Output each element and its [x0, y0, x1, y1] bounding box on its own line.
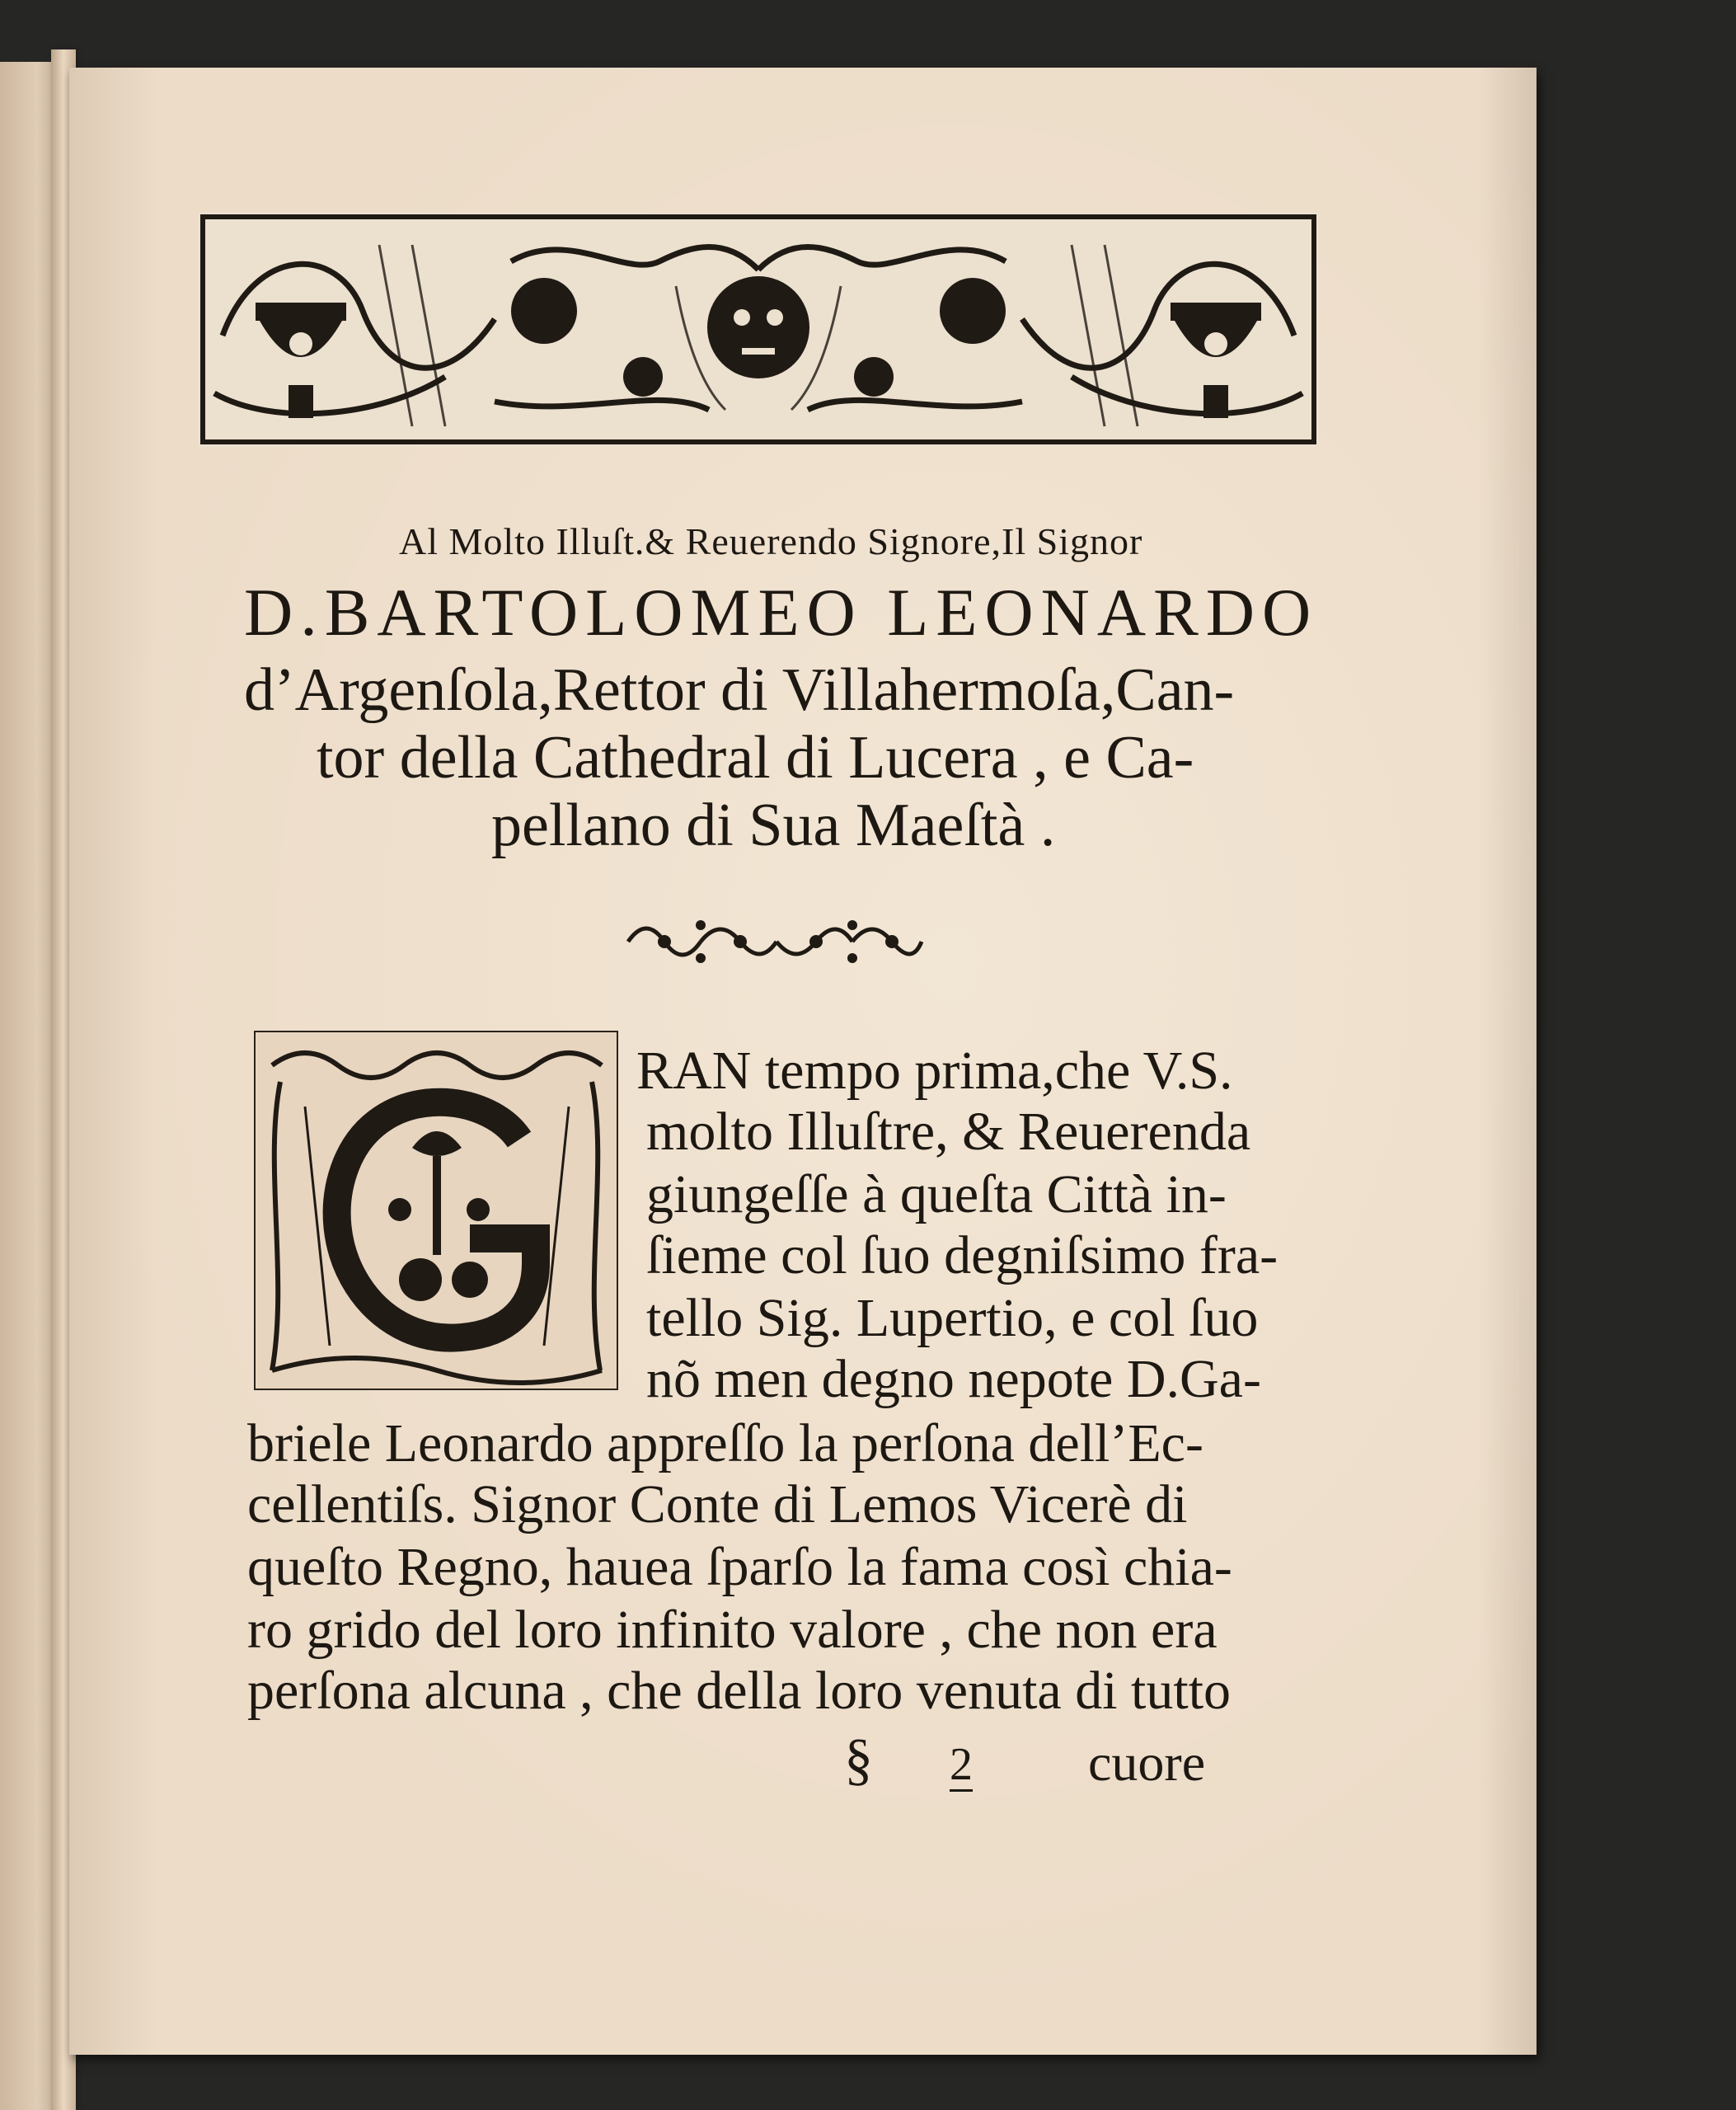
dedicatee-title-line: d’Argenſola,Rettor di Villahermoſa,Can-	[244, 656, 1235, 724]
signature-number: 2	[950, 1739, 973, 1790]
book-page	[69, 68, 1537, 2055]
body-text-line: perſona alcuna , che della loro venuta di tutto	[247, 1661, 1232, 1721]
dedicatee-title-line: tor della Cathedral di Lucera , e Ca-	[317, 724, 1194, 792]
woodcut-headpiece	[198, 212, 1319, 447]
dedicatee-title-line: pellano di Sua Maeſtà .	[491, 792, 1056, 859]
fleuron-separator	[622, 907, 928, 975]
body-text-line: ro grido del loro infinito valore , che non era	[247, 1600, 1218, 1660]
body-text-line: molto Illuſtre, & Reuerenda	[646, 1102, 1251, 1162]
body-text-line: ſieme col ſuo degniſsimo fra-	[646, 1225, 1279, 1285]
catchword: cuore	[1088, 1733, 1206, 1792]
body-text-line: cellentiſs. Signor Conte di Lemos Vicerè di	[247, 1474, 1188, 1534]
body-text-line: giungeſſe à queſta Città in-	[646, 1164, 1227, 1224]
dedicatee-name: D.BARTOLOMEO LEONARDO	[244, 575, 1319, 650]
signature-mark: §	[844, 1728, 873, 1792]
body-text-line: queſto Regno, hauea ſparſo la fama così chia-	[247, 1537, 1232, 1597]
decorated-initial-g	[254, 1031, 618, 1390]
body-text-line: RAN tempo prima,che V.S.	[636, 1041, 1233, 1101]
body-text-line: nõ men degno nepote D.Ga-	[646, 1349, 1261, 1409]
body-text-line: briele Leonardo appreſſo la perſona dell’Ec-	[247, 1413, 1203, 1473]
dedication-salutation: Al Molto Illuſt.& Reuerendo Signore,Il Signor	[399, 520, 1143, 562]
body-text-line: tello Sig. Lupertio, e col ſuo	[646, 1288, 1259, 1348]
